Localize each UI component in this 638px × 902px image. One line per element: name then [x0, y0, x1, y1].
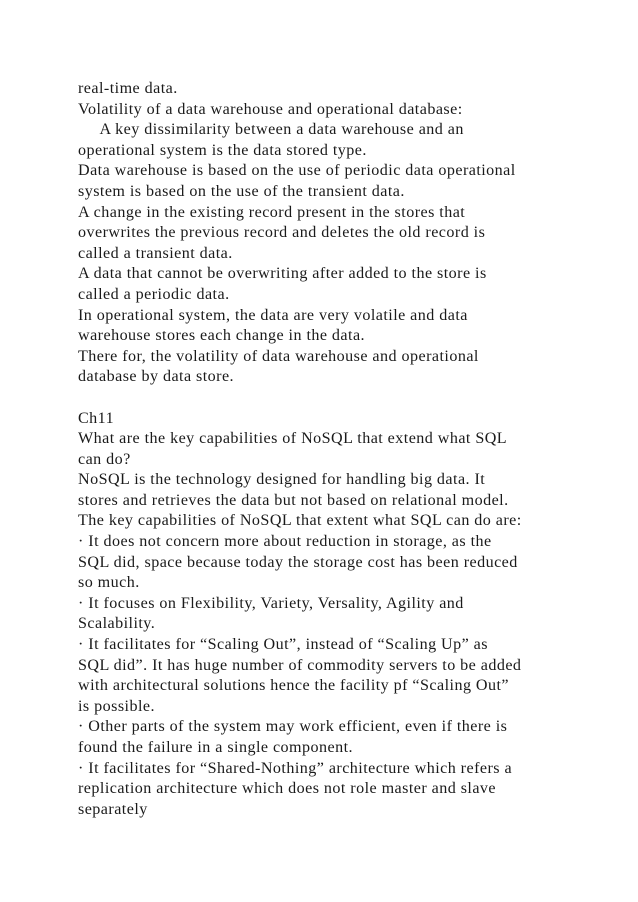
- question-line: can do?: [78, 450, 131, 468]
- text-line: A change in the existing record present in the stores that: [78, 203, 466, 221]
- bullet-line: · It does not concern more about reduction in storage, as the: [78, 533, 492, 551]
- text-line: NoSQL is the technology designed for handling big data. It: [78, 471, 486, 489]
- document-page: [78, 79, 618, 820]
- text-line: A key dissimilarity between a data warehouse and an: [78, 121, 464, 139]
- text-line: There for, the volatility of data warehouse and operational: [78, 347, 479, 365]
- text-line: A data that cannot be overwriting after added to the store is: [78, 265, 487, 283]
- text-line: overwrites the previous record and deletes the old record is: [78, 224, 486, 242]
- text-line: The key capabilities of NoSQL that extent what SQL can do are:: [78, 512, 522, 530]
- text-line: database by data store.: [78, 368, 235, 386]
- text-line: In operational system, the data are very volatile and data: [78, 306, 468, 324]
- text-line: warehouse stores each change in the data.: [78, 327, 366, 345]
- text-line: with architectural solutions hence the facility pf “Scaling Out”: [78, 677, 510, 695]
- bullet-line: · It focuses on Flexibility, Variety, Versality, Agility and: [78, 594, 464, 612]
- question-line: What are the key capabilities of NoSQL that extend what SQL: [78, 430, 508, 448]
- text-line: found the failure in a single component.: [78, 739, 353, 756]
- text-line: replication architecture which does not role master and slave: [78, 780, 497, 798]
- text-line: stores and retrieves the data but not based on relational model.: [78, 491, 509, 509]
- text-line: system is based on the use of the transient data.: [78, 182, 405, 200]
- bullet-line: · It facilitates for “Shared-Nothing” architecture which refers a: [78, 759, 513, 777]
- text-line: SQL did”. It has huge number of commodity servers to be added: [78, 656, 522, 674]
- text-line: called a periodic data.: [78, 285, 230, 303]
- chapter-heading: Ch11: [78, 409, 115, 427]
- bullet-line: · It facilitates for “Scaling Out”, instead of “Scaling Up” as: [78, 636, 488, 654]
- text-line: so much.: [78, 574, 140, 592]
- section-heading-volatility: Volatility of a data warehouse and operational database:: [78, 100, 463, 118]
- text-line: Data warehouse is based on the use of periodic data operational: [78, 162, 516, 180]
- text-line: called a transient data.: [78, 244, 233, 262]
- text-line: SQL did, space because today the storage cost has been reduced: [78, 553, 518, 571]
- text-line: real-time data.: [78, 80, 178, 97]
- text-line: is possible.: [78, 697, 155, 715]
- text-line: separately: [78, 800, 148, 818]
- blank-line: [78, 388, 618, 409]
- text-line: Scalability.: [78, 615, 156, 633]
- bullet-line: · Other parts of the system may work efficient, even if there is: [78, 718, 508, 736]
- text-line: operational system is the data stored type.: [78, 141, 367, 159]
